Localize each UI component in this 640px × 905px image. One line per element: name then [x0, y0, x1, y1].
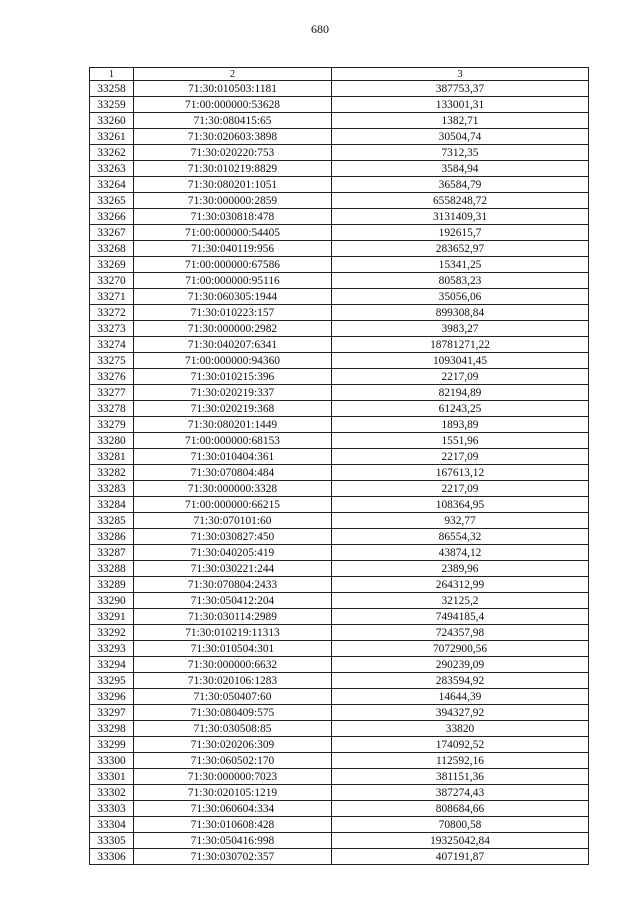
table-row	[90, 561, 589, 577]
cell-cadastral-number: 71:30:030818:478	[134, 209, 332, 225]
table-row	[90, 113, 589, 129]
cell-value: 1551,96	[332, 433, 589, 449]
table-row	[90, 801, 589, 817]
cell-cadastral-number: 71:30:000000:7023	[134, 769, 332, 785]
cell-cadastral-number: 71:00:000000:68153	[134, 433, 332, 449]
cell-cadastral-number: 71:30:010223:157	[134, 305, 332, 321]
table-row	[90, 257, 589, 273]
cell-value: 2217,09	[332, 481, 589, 497]
cell-value: 14644,39	[332, 689, 589, 705]
cell-cadastral-number: 71:30:020219:337	[134, 385, 332, 401]
cell-row-number: 33263	[90, 161, 134, 177]
cell-row-number: 33306	[90, 849, 134, 865]
cell-value: 30504,74	[332, 129, 589, 145]
cell-value: 394327,92	[332, 705, 589, 721]
column-header-number: 1	[90, 68, 134, 81]
cell-value: 61243,25	[332, 401, 589, 417]
table-row	[90, 337, 589, 353]
cell-row-number: 33298	[90, 721, 134, 737]
table-row	[90, 193, 589, 209]
cell-value: 3983,27	[332, 321, 589, 337]
cell-cadastral-number: 71:30:030702:357	[134, 849, 332, 865]
cell-value: 3131409,31	[332, 209, 589, 225]
cell-cadastral-number: 71:00:000000:67586	[134, 257, 332, 273]
cell-cadastral-number: 71:30:020106:1283	[134, 673, 332, 689]
cell-value: 108364,95	[332, 497, 589, 513]
table-row	[90, 833, 589, 849]
cell-cadastral-number: 71:30:080201:1051	[134, 177, 332, 193]
table-row	[90, 225, 589, 241]
cell-value: 43874,12	[332, 545, 589, 561]
cell-cadastral-number: 71:30:010219:11313	[134, 625, 332, 641]
cell-row-number: 33271	[90, 289, 134, 305]
cell-row-number: 33285	[90, 513, 134, 529]
cell-value: 2389,96	[332, 561, 589, 577]
table-row	[90, 129, 589, 145]
cell-cadastral-number: 71:30:020603:3898	[134, 129, 332, 145]
cell-cadastral-number: 71:30:010215:396	[134, 369, 332, 385]
cell-row-number: 33278	[90, 401, 134, 417]
cell-row-number: 33272	[90, 305, 134, 321]
table-row	[90, 209, 589, 225]
cell-cadastral-number: 71:30:020220:753	[134, 145, 332, 161]
table-row	[90, 817, 589, 833]
table-row	[90, 545, 589, 561]
cell-value: 808684,66	[332, 801, 589, 817]
table-row	[90, 769, 589, 785]
cell-cadastral-number: 71:30:010608:428	[134, 817, 332, 833]
cell-row-number: 33267	[90, 225, 134, 241]
table-row	[90, 321, 589, 337]
table-row	[90, 737, 589, 753]
cell-row-number: 33282	[90, 465, 134, 481]
cell-value: 15341,25	[332, 257, 589, 273]
table-row	[90, 753, 589, 769]
cell-row-number: 33304	[90, 817, 134, 833]
cell-row-number: 33290	[90, 593, 134, 609]
cell-value: 724357,98	[332, 625, 589, 641]
cell-row-number: 33293	[90, 641, 134, 657]
cell-cadastral-number: 71:30:070804:2433	[134, 577, 332, 593]
cell-value: 80583,23	[332, 273, 589, 289]
cell-cadastral-number: 71:30:030114:2989	[134, 609, 332, 625]
cell-value: 7494185,4	[332, 609, 589, 625]
cell-cadastral-number: 71:00:000000:54405	[134, 225, 332, 241]
cell-value: 387753,37	[332, 81, 589, 97]
cell-value: 407191,87	[332, 849, 589, 865]
cell-value: 112592,16	[332, 753, 589, 769]
cell-value: 32125,2	[332, 593, 589, 609]
cell-cadastral-number: 71:30:020219:368	[134, 401, 332, 417]
table-row	[90, 161, 589, 177]
cell-value: 1093041,45	[332, 353, 589, 369]
cell-row-number: 33284	[90, 497, 134, 513]
cell-row-number: 33300	[90, 753, 134, 769]
cell-value: 33820	[332, 721, 589, 737]
cell-row-number: 33266	[90, 209, 134, 225]
cell-value: 387274,43	[332, 785, 589, 801]
cell-row-number: 33286	[90, 529, 134, 545]
table-row	[90, 449, 589, 465]
cell-cadastral-number: 71:30:020206:309	[134, 737, 332, 753]
cell-cadastral-number: 71:30:050412:204	[134, 593, 332, 609]
table-row	[90, 641, 589, 657]
cell-cadastral-number: 71:30:000000:3328	[134, 481, 332, 497]
cell-row-number: 33268	[90, 241, 134, 257]
cell-value: 932,77	[332, 513, 589, 529]
cell-row-number: 33260	[90, 113, 134, 129]
cell-row-number: 33273	[90, 321, 134, 337]
cell-value: 899308,84	[332, 305, 589, 321]
cell-cadastral-number: 71:00:000000:94360	[134, 353, 332, 369]
cell-row-number: 33295	[90, 673, 134, 689]
table-row	[90, 81, 589, 97]
cell-cadastral-number: 71:30:000000:2982	[134, 321, 332, 337]
cell-cadastral-number: 71:30:030221:244	[134, 561, 332, 577]
cell-value: 264312,99	[332, 577, 589, 593]
cell-cadastral-number: 71:30:040207:6341	[134, 337, 332, 353]
cadastral-value-table	[89, 67, 589, 865]
cell-cadastral-number: 71:30:040119:956	[134, 241, 332, 257]
cell-value: 19325042,84	[332, 833, 589, 849]
cell-cadastral-number: 71:30:000000:6632	[134, 657, 332, 673]
cell-value: 283652,97	[332, 241, 589, 257]
cell-cadastral-number: 71:30:030508:85	[134, 721, 332, 737]
table-row	[90, 433, 589, 449]
cell-value: 36584,79	[332, 177, 589, 193]
cell-cadastral-number: 71:30:010404:361	[134, 449, 332, 465]
table-row	[90, 577, 589, 593]
cell-row-number: 33261	[90, 129, 134, 145]
cell-row-number: 33262	[90, 145, 134, 161]
table-row	[90, 145, 589, 161]
cell-value: 82194,89	[332, 385, 589, 401]
cell-cadastral-number: 71:30:060604:334	[134, 801, 332, 817]
cell-value: 86554,32	[332, 529, 589, 545]
table-header-row	[90, 68, 589, 81]
cell-row-number: 33303	[90, 801, 134, 817]
cell-cadastral-number: 71:30:080201:1449	[134, 417, 332, 433]
table-row	[90, 721, 589, 737]
cell-cadastral-number: 71:30:050416:998	[134, 833, 332, 849]
table-row	[90, 465, 589, 481]
cell-row-number: 33277	[90, 385, 134, 401]
cell-cadastral-number: 71:30:050407:60	[134, 689, 332, 705]
cell-row-number: 33269	[90, 257, 134, 273]
cell-row-number: 33265	[90, 193, 134, 209]
cell-row-number: 33292	[90, 625, 134, 641]
table-row	[90, 513, 589, 529]
cell-cadastral-number: 71:30:030827:450	[134, 529, 332, 545]
cell-row-number: 33302	[90, 785, 134, 801]
cell-value: 6558248,72	[332, 193, 589, 209]
cell-row-number: 33287	[90, 545, 134, 561]
table-row	[90, 625, 589, 641]
cell-value: 381151,36	[332, 769, 589, 785]
cell-value: 2217,09	[332, 369, 589, 385]
table-row	[90, 705, 589, 721]
cell-value: 167613,12	[332, 465, 589, 481]
table-row	[90, 481, 589, 497]
table-row	[90, 673, 589, 689]
cell-row-number: 33299	[90, 737, 134, 753]
cell-value: 35056,06	[332, 289, 589, 305]
cell-cadastral-number: 71:30:020105:1219	[134, 785, 332, 801]
cell-cadastral-number: 71:30:070101:60	[134, 513, 332, 529]
table-row	[90, 593, 589, 609]
cell-value: 2217,09	[332, 449, 589, 465]
column-header-value: 3	[332, 68, 589, 81]
table-row	[90, 497, 589, 513]
cell-cadastral-number: 71:00:000000:95116	[134, 273, 332, 289]
cell-row-number: 33280	[90, 433, 134, 449]
cell-cadastral-number: 71:30:070804:484	[134, 465, 332, 481]
cell-row-number: 33264	[90, 177, 134, 193]
table-row	[90, 785, 589, 801]
cell-value: 133001,31	[332, 97, 589, 113]
cell-row-number: 33276	[90, 369, 134, 385]
cell-value: 18781271,22	[332, 337, 589, 353]
table-row	[90, 97, 589, 113]
cell-cadastral-number: 71:00:000000:53628	[134, 97, 332, 113]
cell-row-number: 33301	[90, 769, 134, 785]
cell-value: 1382,71	[332, 113, 589, 129]
cell-value: 7072900,56	[332, 641, 589, 657]
page-number: 680	[311, 22, 329, 36]
cell-row-number: 33259	[90, 97, 134, 113]
cell-value: 290239,09	[332, 657, 589, 673]
cell-value: 70800,58	[332, 817, 589, 833]
table-row	[90, 241, 589, 257]
cell-row-number: 33279	[90, 417, 134, 433]
cell-value: 7312,35	[332, 145, 589, 161]
cell-cadastral-number: 71:30:040205:419	[134, 545, 332, 561]
table-row	[90, 689, 589, 705]
cell-cadastral-number: 71:00:000000:66215	[134, 497, 332, 513]
table-row	[90, 609, 589, 625]
table-row	[90, 353, 589, 369]
table-row	[90, 289, 589, 305]
cell-value: 192615,7	[332, 225, 589, 241]
table-row	[90, 369, 589, 385]
cell-cadastral-number: 71:30:060305:1944	[134, 289, 332, 305]
table-row	[90, 849, 589, 865]
cell-value: 174092,52	[332, 737, 589, 753]
cell-cadastral-number: 71:30:010219:8829	[134, 161, 332, 177]
column-header-cadastral-number: 2	[134, 68, 332, 81]
cell-cadastral-number: 71:30:000000:2859	[134, 193, 332, 209]
table-row	[90, 417, 589, 433]
table-row	[90, 385, 589, 401]
cell-row-number: 33289	[90, 577, 134, 593]
cell-row-number: 33297	[90, 705, 134, 721]
cell-row-number: 33275	[90, 353, 134, 369]
cell-row-number: 33294	[90, 657, 134, 673]
cell-row-number: 33281	[90, 449, 134, 465]
cell-cadastral-number: 71:30:080415:65	[134, 113, 332, 129]
cell-value: 1893,89	[332, 417, 589, 433]
cell-value: 3584,94	[332, 161, 589, 177]
cell-row-number: 33274	[90, 337, 134, 353]
cell-row-number: 33296	[90, 689, 134, 705]
cell-row-number: 33270	[90, 273, 134, 289]
cell-cadastral-number: 71:30:010503:1181	[134, 81, 332, 97]
table-body	[90, 81, 589, 865]
cell-cadastral-number: 71:30:060502:170	[134, 753, 332, 769]
cell-row-number: 33291	[90, 609, 134, 625]
table-row	[90, 529, 589, 545]
table-row	[90, 401, 589, 417]
table-row	[90, 177, 589, 193]
cell-row-number: 33283	[90, 481, 134, 497]
table-row	[90, 657, 589, 673]
cell-row-number: 33288	[90, 561, 134, 577]
cell-cadastral-number: 71:30:010504:301	[134, 641, 332, 657]
cell-row-number: 33305	[90, 833, 134, 849]
table-row	[90, 273, 589, 289]
cell-row-number: 33258	[90, 81, 134, 97]
table-row	[90, 305, 589, 321]
cell-value: 283594,92	[332, 673, 589, 689]
cell-cadastral-number: 71:30:080409:575	[134, 705, 332, 721]
